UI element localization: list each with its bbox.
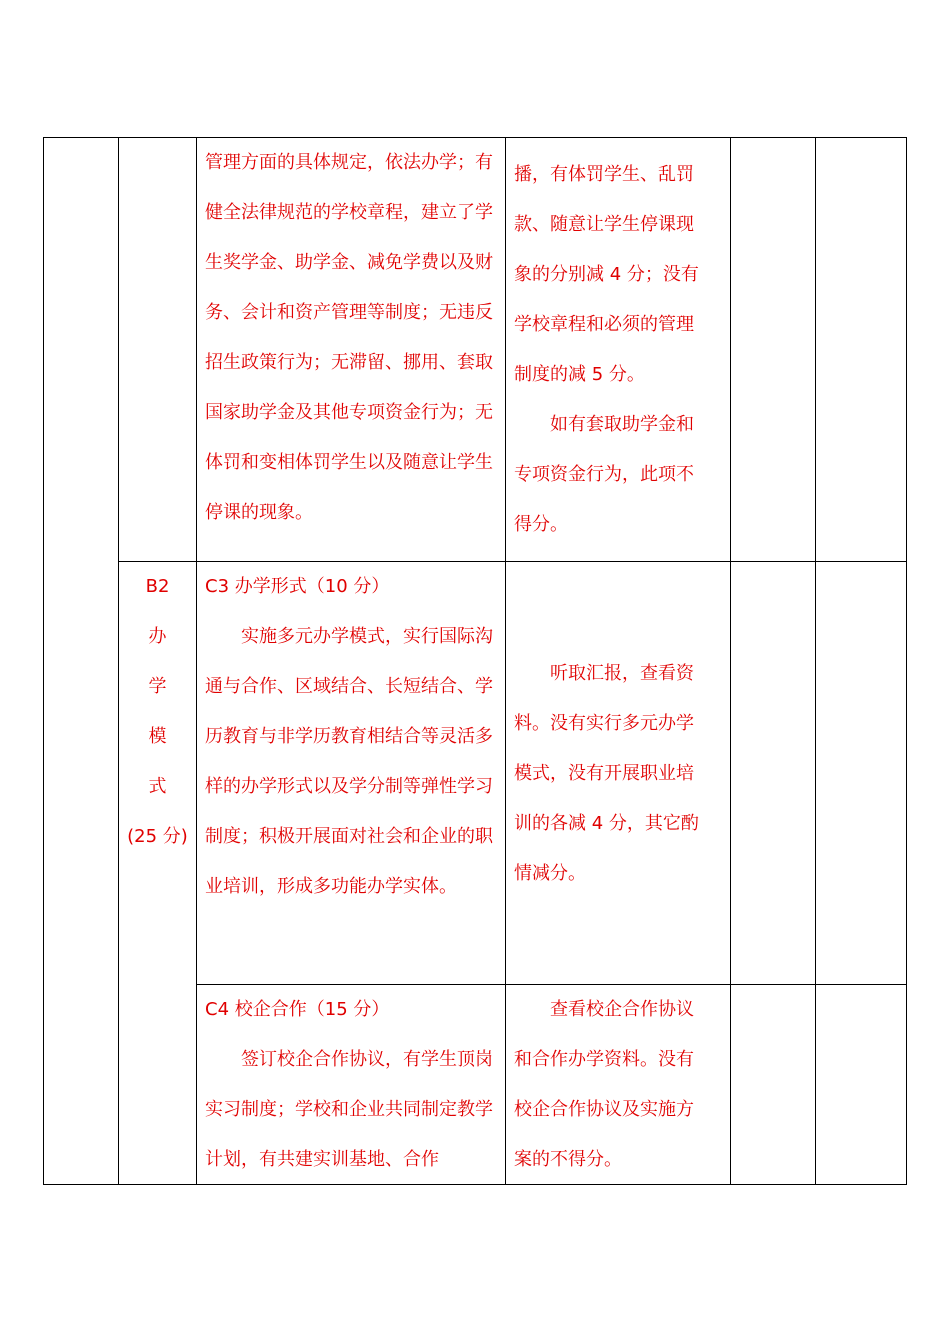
row1-content-text: 管理方面的具体规定，依法办学；有健全法律规范的学校章程，建立了学生奖学金、助学金、减免学费以及财务、会计和资产管理等制度；无违反招生政策行为；无滞留、挪用、套取国家助学金及其他专项资金行为；无体罚和变相体罚学生以及随意让学生停课的现象。 [205,152,493,523]
b2-code: B2 [145,576,170,597]
row1-criteria-text-1: 播，有体罚学生、乱罚款、随意让学生停课现象的分别减 4 分；没有学校章程和必须的管理制度的减 5 分。 [514,164,699,385]
b2-score: (25 分) [127,826,188,847]
col-border-3 [505,137,506,1185]
c4-title: C4 校企合作（15 分） [205,999,390,1020]
b2-char-2: 学 [148,676,167,697]
c3-content-text: 实施多元办学模式，实行国际沟通与合作、区域结合、长短结合、学历教育与非学历教育相结合等灵活多样的办学形式以及学分制等弹性学习制度；积极开展面对社会和企业的职业培训，形成多功能办学实体。 [205,626,493,897]
c3-title: C3 办学形式（10 分） [205,576,390,597]
c3-criteria-cell [514,649,710,899]
b2-char-3: 模 [148,726,167,747]
c4-criteria-text: 查看校企合作协议和合作办学资料。没有校企合作协议及实施方案的不得分。 [514,999,694,1170]
row1-criteria-text-2: 如有套取助学金和专项资金行为，此项不得分。 [514,414,694,535]
b2-char-4: 式 [148,776,167,797]
col-border-5 [815,137,816,1185]
col-border-0 [43,137,44,1185]
c4-criteria-cell [514,985,710,1185]
b2-category-cell [119,562,196,862]
col-border-4 [730,137,731,1185]
c3-content-cell [205,562,497,912]
c3-criteria-text: 听取汇报，查看资料。没有实行多元办学模式，没有开展职业培训的各减 4 分，其它酌情减分。 [514,663,699,884]
row1-content-cell [205,138,497,538]
c4-content-cell [205,985,497,1185]
row1-criteria-cell [514,150,710,550]
col-border-6 [906,137,907,1185]
b2-char-1: 办 [148,626,167,647]
c4-content-text: 签订校企合作协议，有学生顶岗实习制度；学校和企业共同制定教学计划，有共建实训基地、合作 [205,1049,493,1170]
col-border-2 [196,137,197,1185]
